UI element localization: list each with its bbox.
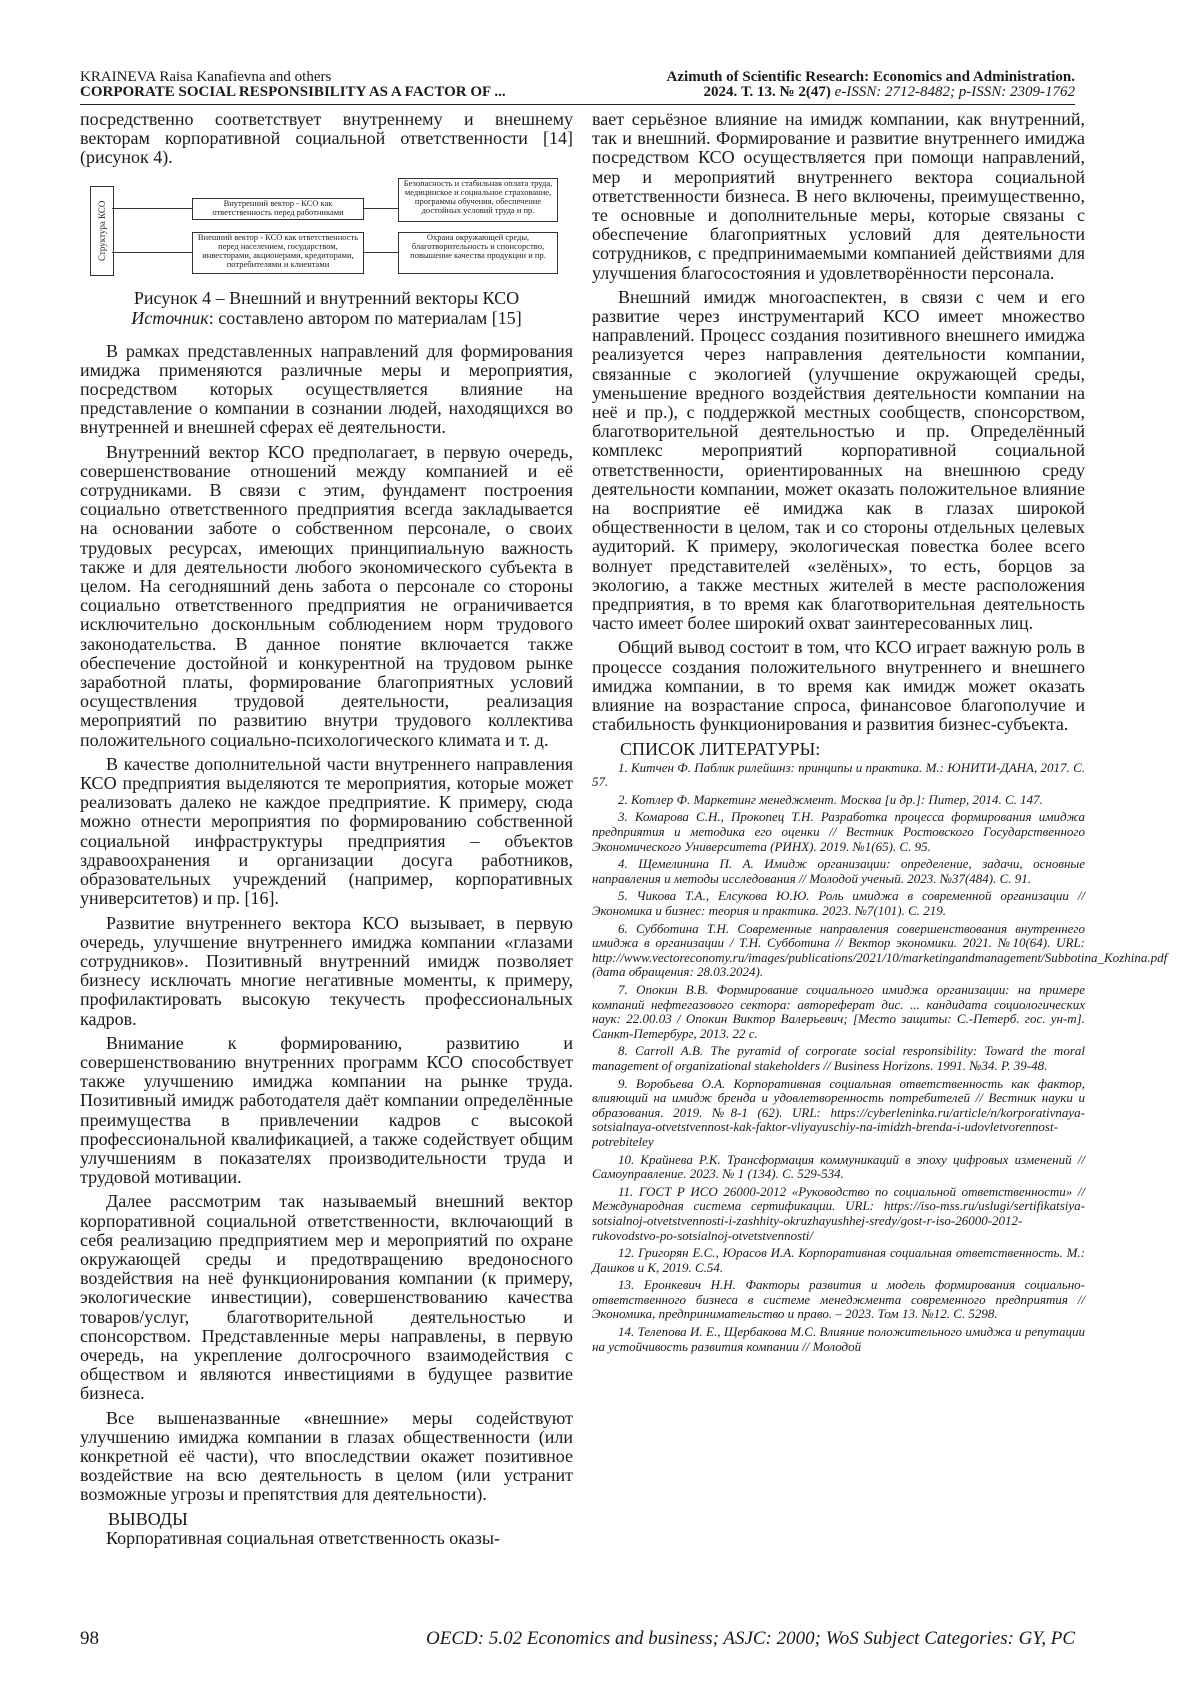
figure-source-text: : составлено автором по материалам [15] bbox=[208, 307, 522, 328]
references-heading: СПИСОК ЛИТЕРАТУРЫ: bbox=[620, 738, 821, 759]
reference-item: 4. Щемелинина П. А. Имидж организации: определение, задачи, основные направления и методы исследования // Молодой ученый. 2023. №37(484). С. 91. bbox=[592, 856, 1085, 886]
paragraph: Внимание к формированию, развитию и совершенствованию внутренних программ КСО способствует также улучшению имиджа компании на рынке труда. Позитивный имидж работодателя даёт компании определённые преимущества в привлечении кадров с высокой профессиональной квалификацией, а также содействует общим улучшениям в показателях производительности труда и трудовой мотивации. bbox=[80, 1032, 573, 1188]
header-issn: e-ISSN: 2712-8482; p-ISSN: 2309-1762 bbox=[830, 84, 1075, 100]
reference-item: 9. Воробьева О.А. Корпоративная социальная ответственность как фактор, влияющий на имидж бренда и удовлетворенность потребителей // Вестник науки и образования. 2019. №8-1 (62). URL: https://cyberleninka.ru/article/n/korporativnaya-sotsialnaya-otvetstvennost-kak-faktor-vliyayuschiy-na-imidzh-brenda-i-udovletvorennost-potrebiteley bbox=[592, 1075, 1085, 1149]
paragraph: Общий вывод состоит в том, что КСО играет важную роль в процессе создания положительного внутреннего и внешнего имиджа компании, в то время как имидж может оказать влияние на возрастание спроса, финансовое благополучие и стабильность функционирования и развития бизнес-субъекта. bbox=[592, 637, 1085, 735]
reference-item: 5. Чикова Т.А., Елсукова Ю.Ю. Роль имиджа в современной организации // Экономика и бизнес: теория и практика. 2023. №7(101). С. 219. bbox=[592, 888, 1085, 919]
paragraph: Далее рассмотрим так называемый внешний вектор корпоративной социальной ответственности, включающий в себя реализацию предприятием мер и мероприятий по охране окружающей среды и предотвращению вредоносного воздействия на неё функционирования компании (к примеру, экологические инвестиции), совершенствованию качества товаров/услуг, благотворительной деятельностью и спонсорством. Представленные меры направлены, в первую очередь, на укрепление долгосрочного взаимодействия с обществом и являются инвестициями в будущее развитие бизнеса. bbox=[80, 1191, 573, 1404]
running-header-left bbox=[80, 70, 506, 100]
page-number: 98 bbox=[80, 1628, 99, 1649]
reference-item: 7. Опокин В.В. Формирование социального имиджа организации: на примере компаний нефтегазового сектора: автореферат дис. ... кандидата социологических наук: 22.00.03 / Опокин Виктор Валерьевич; [Место защиты: С.-Петерб. гос. ун-т]. Санкт-Петербург, 2013. 22 с. bbox=[592, 982, 1085, 1041]
header-article-title: CORPORATE SOCIAL RESPONSIBILITY AS A FACTOR OF ... bbox=[80, 84, 506, 100]
subject-classification: OECD: 5.02 Economics and business; ASJC: 2000; WoS Subject Categories: GY, PC bbox=[426, 1628, 1075, 1649]
reference-item: 6. Субботина Т.Н. Современные направления совершенствования внутреннего имиджа в организации / Т.Н. Субботина // Вектор экономики. 2021. №10(64). URL: http://www.vectoreconomy.ru/images/publications/2021/10/marketingandmanagement/Subbotina_Kozhina.pdf (дата обращения: 28.03.2024). bbox=[592, 920, 1168, 980]
reference-item: 13. Еронкевич Н.Н. Факторы развития и модель формирования социально-ответственного бизнеса в системе менеджмента современного предприятия // Экономика, предпринимательство и право. – 2023. Том 13. №12. С. 5298. bbox=[592, 1277, 1085, 1322]
paragraph: Внешний имидж многоаспектен, в связи с чем и его развитие через инструментарий КСО имеет множество направлений. Процесс создания позитивного внешнего имиджа реализуется через направления деятельности компании, связанные с экологией (улучшение окружающей среды, уменьшение вредного воздействия деятельности компании на неё и пр.), с поддержкой местных сообществ, спонсорством, благотворительной деятельностью и пр. Определённый комплекс мероприятий корпоративной социальной ответственности, ориентированных на внешнюю среду деятельности компании, может оказать положительное влияние на восприятие её имиджа как в глазах широкой общественности в целом, так и со стороны отдельных целевых аудиторий. К примеру, экологическая повестка более всего волнует представителей «зелёных», то есть, борцов за экологию, а также местных жителей в месте расположения предприятия, в то время как благотворительная деятельность часто имеет более широкий охват заинтересованных лиц. bbox=[592, 286, 1085, 634]
connector bbox=[112, 252, 192, 253]
paragraph: Корпоративная социальная ответственность оказы- bbox=[106, 1527, 500, 1548]
figure-source bbox=[80, 308, 573, 328]
paragraph: В качестве дополнительной части внутреннего направления КСО предприятия выделяются те мероприятия, которые может реализовать далеко не каждое предприятие. К примеру, сюда можно отнести мероприятия по формированию собственной социальной инфраструктуры предприятия – объектов здравоохранения и организации досуга работников, образовательных учреждений (например, корпоративных университетов) и пр. [16]. bbox=[80, 753, 573, 909]
reference-item: 3. Комарова С.Н., Прокопец Т.Н. Разработка процесса формирования имиджа предприятия и методика его оценки // Вестник Ростовского Государственного Экономического Университета (РИНХ). 2019. №1(65). С. 95. bbox=[592, 809, 1085, 854]
header-rule bbox=[80, 104, 1075, 105]
figure-caption-title: Рисунок 4 – Внешний и внутренний векторы КСО bbox=[133, 287, 520, 308]
reference-item: 12. Григорян Е.С., Юрасов И.А. Корпоративная социальная ответственность. М.: Дашков и К, 2019. С.54. bbox=[592, 1245, 1085, 1275]
paragraph: вает серьёзное влияние на имидж компании, как внутренний, так и внешний. Формирование и развитие внутреннего имиджа посредством КСО осуществляется при помощи направлений, мер и мероприятий внутреннего вектора социальной ответственности бизнеса. В него включены, преимущественно, те основные и дополнительные меры, которые связаны с обеспечение благоприятных условий для деятельности сотрудников, с предпринимаемыми компанией действиями для улучшения благосостояния и удовлетворённости персонала. bbox=[592, 109, 1085, 283]
outer-description-box: Охрана окружающей среды, благотворительность и спонсорство, повышение качества продукции и пр. bbox=[398, 232, 558, 274]
reference-item: 1. Китчен Ф. Паблик рилейшнз: принципы и практика. М.: ЮНИТИ-ДАНА, 2017. С. 57. bbox=[592, 759, 1085, 790]
paragraph: Внутренний вектор КСО предполагает, в первую очередь, совершенствование отношений между компанией и её сотрудниками. В связи с этим, фундамент построения социально ответственного предприятия всегда закладывается на основании заботе о собственном персонале, о своих трудовых ресурсах, имеющих принципиальную важность также и для деятельности любого экономического субъекта в целом. На сегодняшний день забота о персонале со стороны социально ответственного предприятия не ограничивается исключительно досконльным соблюдением норм трудового законодательства. В данное понятие включается также обеспечение достойной и конкурентной на трудовом рынке заработной платы, формирование благоприятных условий осуществления трудовой деятельности, реализация мероприятий по развитию внутри трудового коллектива положительного социально-психологического климата и т. д. bbox=[80, 441, 573, 750]
reference-item: 2. Котлер Ф. Маркетинг менеджмент. Москва [и др.]: Питер, 2014. С. 147. bbox=[618, 791, 1043, 807]
connector bbox=[363, 208, 398, 209]
connector bbox=[363, 252, 398, 253]
figure-4-diagram bbox=[80, 176, 573, 284]
paragraph: В рамках представленных направлений для формирования имиджа применяются различные меры и мероприятия, посредством которых осуществляется влияние на представление о компании в сознании людей, находящихся во внутренней и внешней сферах её деятельности. bbox=[80, 340, 573, 438]
reference-item: 10. Крайнева Р.К. Трансформация коммуникаций в эпоху цифровых изменений // Самоуправление. 2023. № 1 (134). С. 529-534. bbox=[592, 1151, 1085, 1182]
inner-description-box: Безопасность и стабильная оплата труда, медицинское и социальное страхование, программы обучения, обеспечение достойных условий труда и пр. bbox=[398, 178, 558, 222]
reference-item: 14. Телепова И. Е., Щербакова М.С. Влияние положительного имиджа и репутации на устойчивость развития компании // Молодой bbox=[592, 1324, 1085, 1354]
left-column bbox=[80, 110, 573, 1553]
reference-item: 11. ГОСТ Р ИСО 26000-2012 «Руководство по социальной ответственности» // Международная система сертификации. URL: https://iso-mss.ru/uslugi/sertifikatsiya-sotsialnoj-otvetstvennosti-i-zashhity-okruzhayushhej-sredy/gost-r-iso-26000-2012-rukovodstvo-po-sotsialnoj-otvetstvennosti/ bbox=[592, 1183, 1085, 1243]
paragraph: Развитие внутреннего вектора КСО вызывает, в первую очередь, улучшение внутреннего имиджа компании «глазами сотрудников». Позитивный внутренний имидж позволяет бизнесу исключать многие негативные моменты, к примеру, профилактировать высокую текучесть профессиональных кадров. bbox=[80, 912, 573, 1029]
right-column bbox=[592, 109, 1168, 1357]
diagram-side-label: Структура КСО bbox=[90, 186, 114, 276]
header-journal: Azimuth of Scientific Research: Economics and Administration. bbox=[666, 69, 1075, 85]
header-issue-line bbox=[667, 85, 1075, 100]
reference-item: 8. Carroll A.B. The pyramid of corporate social responsibility: Toward the moral management of organizational stakeholders // Business Horizons. 1991. №34. P. 39-48. bbox=[592, 1043, 1085, 1073]
running-header-right bbox=[667, 70, 1075, 100]
header-authors: KRAINEVA Raisa Kanafievna and others bbox=[80, 69, 332, 85]
inner-vector-box: Внутренний вектор - КСО как ответственность перед работниками bbox=[192, 198, 364, 220]
paragraph: Все вышеназванные «внешние» меры содействуют улучшению имиджа компании в глазах общественности (или конкретной её части), что впоследствии окажет позитивное воздействие на всю деятельность в целом (или устранит возможные угрозы и препятствия для деятельности). bbox=[80, 1407, 573, 1505]
connector bbox=[112, 208, 192, 209]
section-heading-conclusions: ВЫВОДЫ bbox=[108, 1508, 188, 1529]
outer-vector-box: Внешний вектор - КСО как ответственность перед населением, государством, инвесторами, акционерами, кредиторами, потребителями и клиентами bbox=[192, 232, 364, 274]
reference-list bbox=[592, 759, 1168, 1355]
figure-caption bbox=[80, 288, 573, 328]
figure-source-label: Источник bbox=[131, 307, 209, 328]
header-issue: 2024. Т. 13. № 2(47) bbox=[703, 84, 831, 100]
paragraph: посредственно соответствует внутреннему и внешнему векторам корпоративной социальной ответственности [14] (рисунок 4). bbox=[80, 109, 573, 168]
